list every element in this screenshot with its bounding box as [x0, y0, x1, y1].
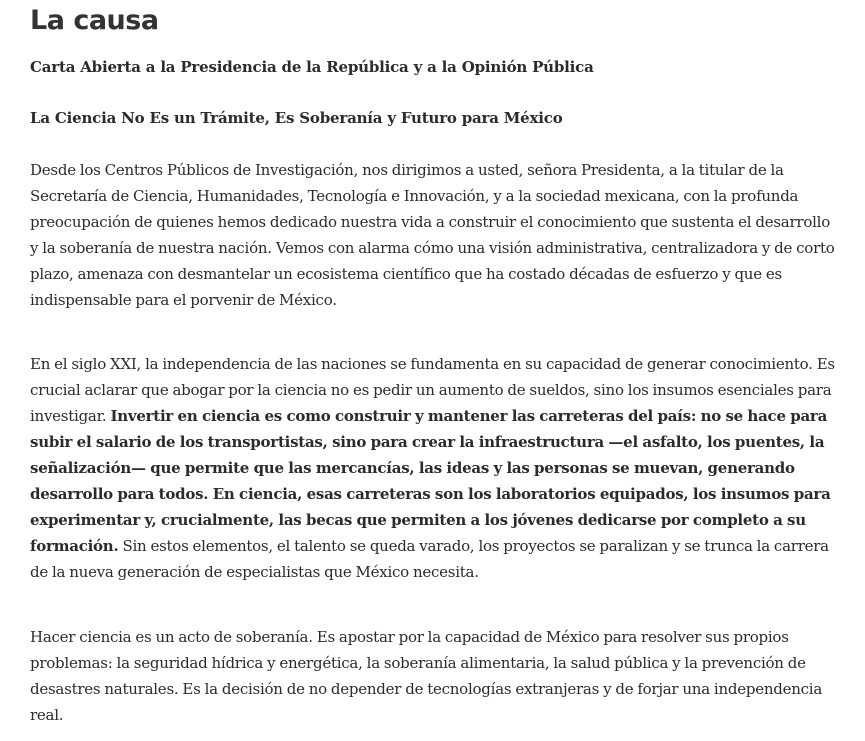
- page-title: La causa: [30, 5, 159, 36]
- paragraph-3: Hacer ciencia es un acto de soberanía. Es apostar por la capacidad de México para resolver sus propios problemas: la seguridad hídrica y energética, la soberanía alimentaria, la salud pública y la prevención de desastres naturales. Es la decisión de no depender de tecnologías extranjeras y de forjar una independencia real.: [30, 628, 823, 724]
- paragraph-2: [30, 351, 842, 585]
- letter-headline: La Ciencia No Es un Trámite, Es Soberanía y Futuro para México: [30, 109, 563, 127]
- paragraph-2-outro: Sin estos elementos, el talento se queda varado, los proyectos se paralizan y se trunca la carrera de la nueva generación de especialistas que México necesita.: [30, 537, 829, 581]
- paragraph-2-intro: En el siglo XXI, la independencia de las naciones se fundamenta en su capacidad de generar conocimiento. Es crucial aclarar que abogar por la ciencia no es pedir un aumento de sueldos, sino los insumos esenciales para investigar.: [30, 355, 835, 425]
- letter-subtitle: Carta Abierta a la Presidencia de la República y a la Opinión Pública: [30, 58, 594, 76]
- paragraph-2-emphasis: Invertir en ciencia es como construir y mantener las carreteras del país: no se hace para subir el salario de los transportistas, sino para crear la infraestructura —el asfalto, los puentes, la señalización— que permite que las mercancías, las ideas y las personas se muevan, generando desarrollo para todos. En ciencia, esas carreteras son los laboratorios equipados, los insumos para experimentar y, crucialmente, las becas que permiten a los jóvenes dedicarse por completo a su formación.: [30, 407, 831, 555]
- paragraph-1: Desde los Centros Públicos de Investigación, nos dirigimos a usted, señora Presidenta, a la titular de la Secretaría de Ciencia, Humanidades, Tecnología e Innovación, y a la sociedad mexicana, con la profunda preocupación de quienes hemos dedicado nuestra vida a construir el conocimiento que sustenta el desarrollo y la soberanía de nuestra nación. Vemos con alarma cómo una visión administrativa, centralizadora y de corto plazo, amenaza con desmantelar un ecosistema científico que ha costado décadas de esfuerzo y que es indispensable para el porvenir de México.: [30, 161, 835, 309]
